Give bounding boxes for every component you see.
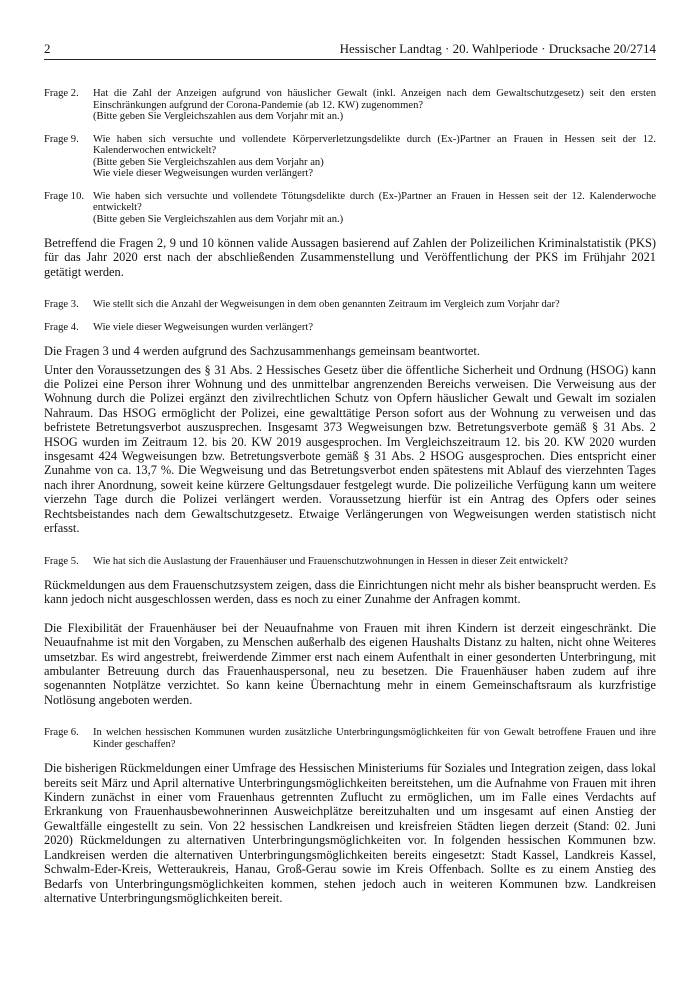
question-label: Frage 5. [44, 555, 79, 567]
question-text [93, 88, 656, 123]
question-line: In welchen hessischen Kommunen wurden zusätzliche Unterbringungsmöglichkeiten für von Gewalt betroffene Frauen und ihre Kinder geschaffen? [93, 727, 656, 750]
question-9 [44, 134, 656, 180]
question-line: (Bitte geben Sie Vergleichszahlen aus dem Vorjahr mit an.) [93, 111, 344, 122]
question-3 [44, 299, 656, 311]
question-text [93, 191, 656, 226]
question-line: Wie haben sich versuchte und vollendete Körperverletzungsdelikte durch (Ex-)Partner an Frauen in Hessen seit der 12. Kalenderwochen entwickelt? [93, 133, 656, 156]
question-line: Wie hat sich die Auslastung der Frauenhäuser und Frauenschutzwohnungen in Hessen in dieser Zeit entwickelt? [93, 555, 568, 567]
question-label: Frage 4. [44, 321, 79, 333]
question-line: (Bitte geben Sie Vergleichszahlen aus dem Vorjahr mit an.) [93, 213, 344, 225]
question-2 [44, 88, 656, 123]
page-header [44, 41, 656, 60]
question-label: Frage 3. [44, 299, 79, 311]
question-line: Wie stellt sich die Anzahl der Wegweisungen in dem oben genannten Zeitraum im Vergleich zum Vorjahr dar? [93, 299, 560, 311]
question-label: Frage 6. [44, 727, 79, 739]
question-4 [44, 322, 656, 334]
question-text [93, 727, 656, 750]
question-line: (Bitte geben Sie Vergleichszahlen aus dem Vorjahr an) [93, 156, 324, 168]
header-meta: Hessischer Landtag · 20. Wahlperiode · Drucksache 20/2714 [339, 41, 656, 56]
question-text [93, 299, 656, 311]
question-text [93, 322, 656, 334]
answer-5-paragraph-1: Rückmeldungen aus dem Frauenschutzsystem zeigen, dass die Einrichtungen nicht mehr als bisher beansprucht werden. Es kann jedoch nicht ausgeschlossen werden, dass es noch zu einer Zunahme der Anfragen kommt. [44, 578, 656, 607]
question-label: Frage 9. [44, 133, 79, 145]
answer-2-9-10: Betreffend die Fragen 2, 9 und 10 können valide Aussagen basierend auf Zahlen der Polizeilichen Kriminalstatistik (PKS) für das Jahr 2020 erst nach der abschließenden Zusammenstellung und Veröffentlichung der PKS im Frühjahr 2021 getätigt werden. [44, 236, 656, 279]
question-6 [44, 727, 656, 750]
document-body [44, 88, 656, 919]
question-text [93, 556, 656, 568]
answer-3-4-intro: Die Fragen 3 und 4 werden aufgrund des Sachzusammenhangs gemeinsam beantwortet. [44, 344, 480, 359]
question-label: Frage 10. [44, 190, 85, 202]
question-line: Wie haben sich versuchte und vollendete Tötungsdelikte durch (Ex-)Partner an Frauen in Hessen seit der 12. Kalenderwoche entwickelt? [93, 190, 656, 213]
question-line: Wie viele dieser Wegweisungen wurden verlängert? [93, 168, 314, 179]
question-10 [44, 191, 656, 226]
answer-3-4: Unter den Voraussetzungen des § 31 Abs. 2 Hessisches Gesetz über die öffentliche Sicherheit und Ordnung (HSOG) kann die Polizei eine Person ihrer Wohnung und des unmittelbar angrenzenden Bereichs verweisen. Die Verweisung aus der Wohnung durch die Polizei ergänzt den zivilrechtlichen Schutz von Opfern häuslicher Gewalt und Gewalt im sozialen Nahraum. Das HSOG ermöglicht der Polizei, eine gewalttätige Person sofort aus der Wohnung zu verweisen und das befristete Betretungsverbot auszusprechen. Insgesamt 373 Wegweisungen bzw. Betretungsverbote gemäß § 31 Abs. 2 HSOG wurden im Zeitraum 12. bis 20. KW 2019 ausgesprochen. Im Vergleichszeitraum 12. bis 20. KW 2020 wurden insgesamt 424 Wegweisungen bzw. Betretungsverbote gemäß § 31 Abs. 2 HSOG ausgesprochen. Dies entspricht einer Zunahme von ca. 13,7 %. Die Wegweisung und das Betretungsverbot enden spätestens mit Ablauf des vierzehnten Tages nach ihrer Anordnung, soweit keine kürzere Geltungsdauer festgelegt wurde. Die polizeiliche Verfügung kann um weitere vierzehn Tage durch die Polizei verlängert werden. Voraussetzung hierfür ist ein Antrag des Opfers oder seines Rechtsbeistandes nach dem Gewaltschutzgesetz. Etwaige Verlängerungen von Wegweisungen werden statistisch nicht erfasst. [44, 362, 656, 536]
question-5 [44, 556, 656, 568]
question-line: Wie viele dieser Wegweisungen wurden verlängert? [93, 321, 314, 333]
page-number: 2 [44, 41, 51, 56]
question-line: Hat die Zahl der Anzeigen aufgrund von häuslicher Gewalt (inkl. Anzeigen nach dem Gewaltschutzgesetz) seit den ersten Einschränkungen aufgrund der Corona-Pandemie (ab 12. KW) zugenommen? [93, 88, 656, 111]
answer-6: Die bisherigen Rückmeldungen einer Umfrage des Hessischen Ministeriums für Soziales und Integration zeigen, dass lokal bereits seit März und April alternative Unterbringungsmöglichkeiten bereitstehen, um die Aufnahme von Frauen mit ihren Kindern zunächst in einer vom Frauenhaus getrennten Zuflucht zu ermöglichen, um im Falle eines Verdachts auf Erkrankung von Frauenhausbewohnerinnen Ausweichplätze bereitzuhalten und um insgesamt auf einen Anstieg der Gewaltfälle eingestellt zu sein. Von 22 hessischen Landkreisen und kreisfreien Städten liegen derzeit (Stand: 02. Juni 2020) Rückmeldungen zu alternativen Unterbringungsmöglichkeiten vor. In folgenden hessischen Kommunen bzw. Landkreisen werden die alternativen Unterbringungsmöglichkeiten bereits eingesetzt: Stadt Kassel, Landkreis Kassel, Schwalm-Eder-Kreis, Wetteraukreis, Hanau, Groß-Gerau sowie im Kreis Offenbach. Sollte es zu einem Anstieg des Bedarfs von Unterbringungsmöglichkeiten kommen, stehen jedoch auch in weiteren Kommunen bzw. Landkreisen alternative Unterbringungsmöglichkeiten bereit. [44, 761, 656, 905]
question-label: Frage 2. [44, 88, 79, 99]
answer-5-paragraph-2: Die Flexibilität der Frauenhäuser bei der Neuaufnahme von Frauen mit ihren Kindern ist derzeit eingeschränkt. Die Neuaufnahme ist mit den Vorgaben, zu Menschen außerhalb des eigenen Haushalts Distanz zu halten, nicht ohne Weiteres umsetzbar. Es wird angestrebt, freiwerdende Zimmer erst nach einem Aufenthalt in einer gesonderten Unterbringung, mit ambulanter Betreuung durch das Frauenhauspersonal, neu zu besetzen. Die Frauenhäuser haben zudem auf ihre sogenannten Notplätze verzichtet. So kann keine Übernachtung mehr in einem Gemeinschaftsraum als kurzfristige Notlösung angeboten werden. [44, 620, 656, 707]
question-text [93, 134, 656, 180]
